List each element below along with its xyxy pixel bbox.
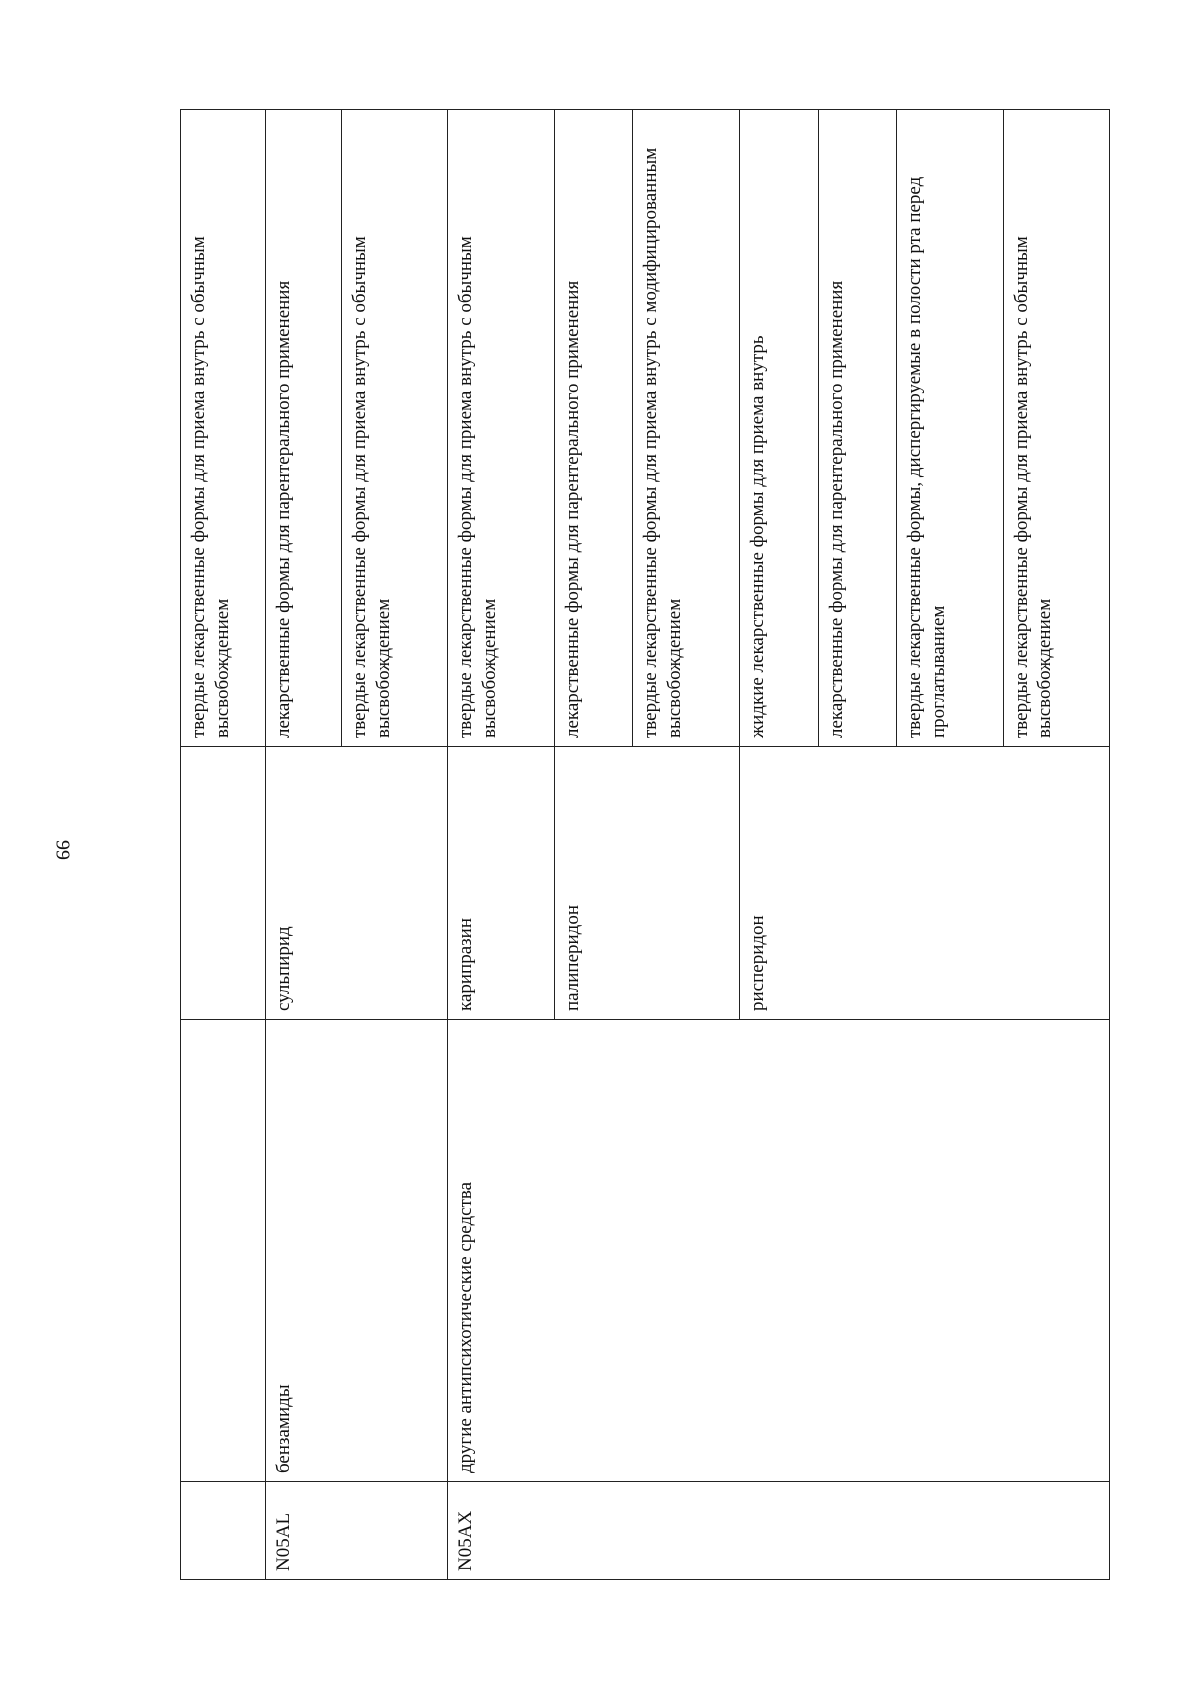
table-row [181, 110, 266, 1580]
table-row [266, 110, 342, 1580]
dosage-form-cell: твердые лекарственные формы, диспергируемые в полости рта перед проглатыванием [897, 110, 1003, 747]
atc-code-cell: N05AL [266, 1482, 448, 1580]
atc-code-cell [181, 1482, 266, 1580]
dosage-form-cell: твердые лекарственные формы для приема внутрь с обычным высвобождением [1003, 110, 1109, 747]
group-name-cell: бензамиды [266, 1020, 448, 1482]
dosage-form-cell: жидкие лекарственные формы для приема внутрь [739, 110, 818, 747]
table-row [448, 110, 554, 1580]
drug-table [180, 109, 1110, 1580]
table-container [180, 110, 1110, 1580]
drug-name-cell: палиперидон [554, 747, 739, 1020]
dosage-form-cell: лекарственные формы для парентерального применения [554, 110, 633, 747]
page-number: 99 [51, 840, 74, 860]
dosage-form-cell: твердые лекарственные формы для приема внутрь с обычным высвобождением [181, 110, 266, 747]
dosage-form-cell: твердые лекарственные формы для приема внутрь с обычным высвобождением [448, 110, 554, 747]
dosage-form-cell: твердые лекарственные формы для приема внутрь с модифицированным высвобождением [633, 110, 739, 747]
drug-name-cell: рисперидон [739, 747, 1109, 1020]
atc-code-cell: N05AX [448, 1482, 1110, 1580]
drug-name-cell: сульпирид [266, 747, 448, 1020]
dosage-form-cell: твердые лекарственные формы для приема внутрь с обычным высвобождением [342, 110, 448, 747]
group-name-cell: другие антипсихотические средства [448, 1020, 1110, 1482]
drug-name-cell: карипразин [448, 747, 554, 1020]
group-name-cell [181, 1020, 266, 1482]
dosage-form-cell: лекарственные формы для парентерального применения [266, 110, 342, 747]
drug-name-cell [181, 747, 266, 1020]
dosage-form-cell: лекарственные формы для парентерального применения [818, 110, 897, 747]
